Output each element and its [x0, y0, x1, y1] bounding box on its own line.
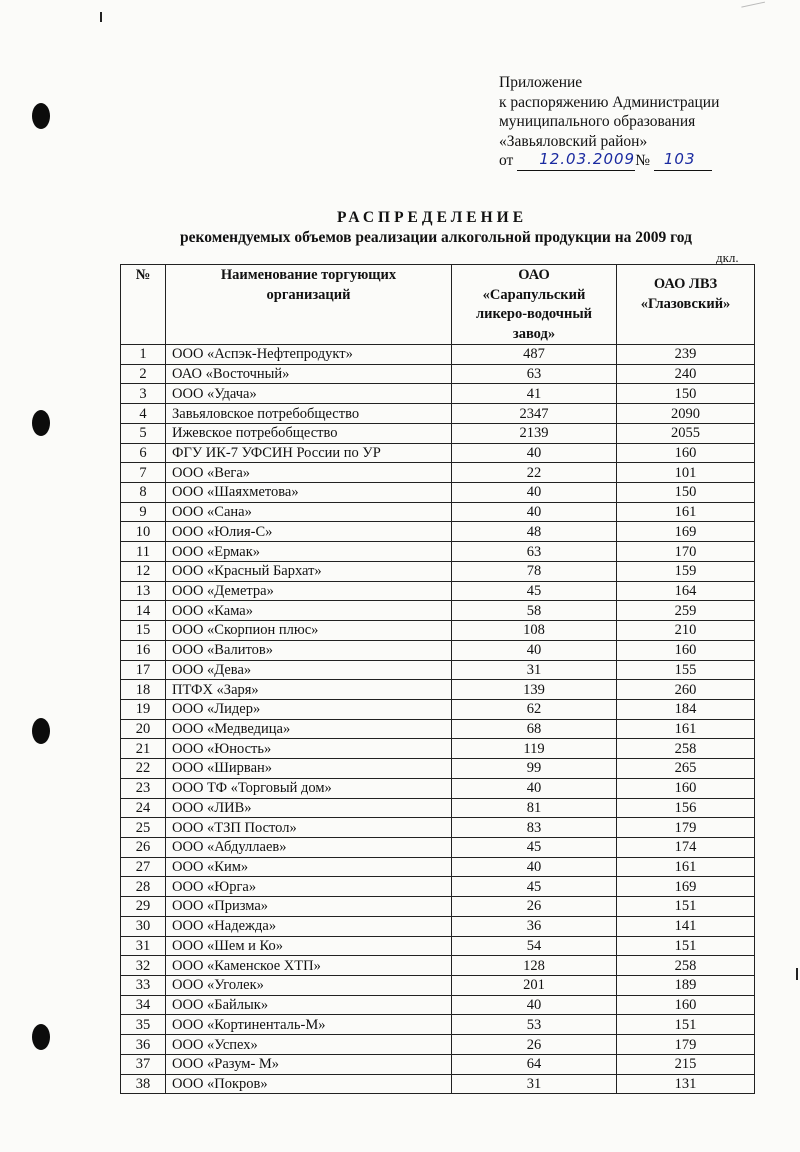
header-number: №: [121, 265, 166, 345]
row-organization: ООО «Кортиненталь-М»: [166, 1015, 452, 1035]
scan-mark: [741, 2, 766, 16]
from-label: от: [499, 152, 514, 169]
row-organization: ООО «Юрга»: [166, 877, 452, 897]
table-row: [121, 542, 755, 562]
row-sarapul-value: 26: [452, 897, 617, 917]
row-number: 10: [121, 522, 166, 542]
row-sarapul-value: 54: [452, 936, 617, 956]
row-number: 22: [121, 759, 166, 779]
table-row: [121, 916, 755, 936]
row-number: 13: [121, 581, 166, 601]
row-sarapul-value: 139: [452, 680, 617, 700]
table-row: [121, 857, 755, 877]
row-number: 6: [121, 443, 166, 463]
row-glazov-value: 150: [617, 384, 755, 404]
row-organization: ОАО «Восточный»: [166, 364, 452, 384]
distribution-table: [120, 264, 755, 1094]
number-handwritten: 103: [663, 150, 696, 168]
row-sarapul-value: 128: [452, 956, 617, 976]
row-number: 7: [121, 463, 166, 483]
row-organization: ООО «Дева»: [166, 660, 452, 680]
row-organization: ООО «Успех»: [166, 1035, 452, 1055]
appendix-line: «Завьяловский район»: [499, 132, 648, 150]
row-number: 28: [121, 877, 166, 897]
row-glazov-value: 160: [617, 995, 755, 1015]
row-number: 33: [121, 976, 166, 996]
row-sarapul-value: 53: [452, 1015, 617, 1035]
table-row: [121, 719, 755, 739]
row-number: 1: [121, 345, 166, 365]
row-organization: ООО «Призма»: [166, 897, 452, 917]
row-sarapul-value: 45: [452, 877, 617, 897]
row-number: 37: [121, 1054, 166, 1074]
row-number: 24: [121, 798, 166, 818]
table-row: [121, 778, 755, 798]
row-glazov-value: 258: [617, 956, 755, 976]
row-organization: ООО «Сана»: [166, 502, 452, 522]
table-row: [121, 1054, 755, 1074]
row-sarapul-value: 487: [452, 345, 617, 365]
row-organization: ООО «Ширван»: [166, 759, 452, 779]
row-sarapul-value: 31: [452, 1074, 617, 1094]
row-number: 32: [121, 956, 166, 976]
row-organization: Ижевское потребобщество: [166, 423, 452, 443]
row-glazov-value: 265: [617, 759, 755, 779]
table-row: [121, 936, 755, 956]
date-handwritten: 12.03.2009: [539, 150, 636, 168]
appendix-date-line: [499, 151, 719, 171]
table-row: [121, 837, 755, 857]
row-sarapul-value: 2347: [452, 404, 617, 424]
row-organization: ООО «Юность»: [166, 739, 452, 759]
number-field: [654, 150, 712, 171]
table-row: [121, 463, 755, 483]
row-sarapul-value: 40: [452, 443, 617, 463]
punch-hole: [32, 103, 50, 129]
row-number: 35: [121, 1015, 166, 1035]
row-number: 30: [121, 916, 166, 936]
row-number: 23: [121, 778, 166, 798]
row-organization: ООО «Вега»: [166, 463, 452, 483]
row-organization: Завьяловское потребобщество: [166, 404, 452, 424]
row-glazov-value: 189: [617, 976, 755, 996]
table-row: [121, 561, 755, 581]
row-sarapul-value: 40: [452, 640, 617, 660]
row-sarapul-value: 68: [452, 719, 617, 739]
row-glazov-value: 170: [617, 542, 755, 562]
row-number: 19: [121, 699, 166, 719]
table-row: [121, 502, 755, 522]
scan-mark: [796, 968, 798, 980]
row-glazov-value: 240: [617, 364, 755, 384]
row-organization: ООО «Байлык»: [166, 995, 452, 1015]
row-glazov-value: 161: [617, 502, 755, 522]
row-sarapul-value: 201: [452, 976, 617, 996]
row-number: 20: [121, 719, 166, 739]
row-sarapul-value: 36: [452, 916, 617, 936]
row-sarapul-value: 62: [452, 699, 617, 719]
row-sarapul-value: 78: [452, 561, 617, 581]
row-number: 21: [121, 739, 166, 759]
document-title: РАСПРЕДЕЛЕНИЕ: [336, 209, 528, 226]
row-number: 34: [121, 995, 166, 1015]
table-row: [121, 660, 755, 680]
row-glazov-value: 131: [617, 1074, 755, 1094]
row-sarapul-value: 40: [452, 778, 617, 798]
document-subtitle: рекомендуемых объемов реализации алкогольной продукции на 2009 год: [180, 229, 692, 246]
row-organization: ООО «Каменское ХТП»: [166, 956, 452, 976]
row-glazov-value: 258: [617, 739, 755, 759]
row-glazov-value: 259: [617, 601, 755, 621]
table-row: [121, 798, 755, 818]
row-glazov-value: 184: [617, 699, 755, 719]
table-row: [121, 680, 755, 700]
row-glazov-value: 169: [617, 877, 755, 897]
row-glazov-value: 161: [617, 719, 755, 739]
row-organization: ООО «Аспэк-Нефтепродукт»: [166, 345, 452, 365]
row-sarapul-value: 63: [452, 542, 617, 562]
row-number: 3: [121, 384, 166, 404]
row-sarapul-value: 108: [452, 621, 617, 641]
table-row: [121, 1015, 755, 1035]
row-organization: ООО «Кама»: [166, 601, 452, 621]
row-sarapul-value: 45: [452, 837, 617, 857]
punch-hole: [32, 410, 50, 436]
appendix-line: к распоряжению Администрации: [499, 93, 720, 111]
table-row: [121, 601, 755, 621]
row-sarapul-value: 64: [452, 1054, 617, 1074]
row-organization: ООО «Валитов»: [166, 640, 452, 660]
row-glazov-value: 151: [617, 936, 755, 956]
table-row: [121, 364, 755, 384]
row-sarapul-value: 40: [452, 857, 617, 877]
row-sarapul-value: 119: [452, 739, 617, 759]
row-number: 9: [121, 502, 166, 522]
table-row: [121, 1074, 755, 1094]
row-sarapul-value: 31: [452, 660, 617, 680]
row-organization: ПТФХ «Заря»: [166, 680, 452, 700]
row-glazov-value: 151: [617, 897, 755, 917]
table-row: [121, 581, 755, 601]
row-glazov-value: 210: [617, 621, 755, 641]
table-row: [121, 995, 755, 1015]
header-glazov: ОАО ЛВЗ «Глазовский»: [617, 265, 755, 345]
table-row: [121, 345, 755, 365]
row-organization: ООО «Покров»: [166, 1074, 452, 1094]
table-row: [121, 699, 755, 719]
row-number: 31: [121, 936, 166, 956]
row-organization: ООО «Шем и Ко»: [166, 936, 452, 956]
row-number: 15: [121, 621, 166, 641]
unit-label: дкл.: [716, 250, 739, 265]
row-organization: ООО «ТЗП Постол»: [166, 818, 452, 838]
appendix-line: Приложение: [499, 74, 583, 91]
row-organization: ООО «Надежда»: [166, 916, 452, 936]
table-row: [121, 522, 755, 542]
row-organization: ООО «Ермак»: [166, 542, 452, 562]
header-organization: Наименование торгующих организаций: [166, 265, 452, 345]
table-row: [121, 423, 755, 443]
row-organization: ООО «Лидер»: [166, 699, 452, 719]
row-glazov-value: 179: [617, 1035, 755, 1055]
row-organization: ООО «Ким»: [166, 857, 452, 877]
table-row: [121, 404, 755, 424]
row-number: 36: [121, 1035, 166, 1055]
row-number: 12: [121, 561, 166, 581]
row-number: 26: [121, 837, 166, 857]
row-organization: ООО «Юлия-С»: [166, 522, 452, 542]
scan-mark: [100, 12, 102, 22]
punch-hole: [32, 718, 50, 744]
row-number: 29: [121, 897, 166, 917]
row-glazov-value: 101: [617, 463, 755, 483]
row-organization: ООО «ЛИВ»: [166, 798, 452, 818]
row-glazov-value: 151: [617, 1015, 755, 1035]
number-label: №: [635, 152, 650, 169]
table-row: [121, 443, 755, 463]
row-number: 8: [121, 483, 166, 503]
row-organization: ООО «Удача»: [166, 384, 452, 404]
row-sarapul-value: 22: [452, 463, 617, 483]
row-number: 38: [121, 1074, 166, 1094]
row-sarapul-value: 48: [452, 522, 617, 542]
row-number: 14: [121, 601, 166, 621]
row-number: 27: [121, 857, 166, 877]
row-organization: ООО ТФ «Торговый дом»: [166, 778, 452, 798]
row-glazov-value: 169: [617, 522, 755, 542]
row-glazov-value: 160: [617, 443, 755, 463]
row-sarapul-value: 63: [452, 364, 617, 384]
row-organization: ООО «Скорпион плюс»: [166, 621, 452, 641]
row-glazov-value: 161: [617, 857, 755, 877]
row-glazov-value: 239: [617, 345, 755, 365]
table-row: [121, 976, 755, 996]
row-glazov-value: 150: [617, 483, 755, 503]
table-row: [121, 384, 755, 404]
row-organization: ООО «Деметра»: [166, 581, 452, 601]
row-organization: ООО «Шаяхметова»: [166, 483, 452, 503]
row-glazov-value: 155: [617, 660, 755, 680]
row-number: 25: [121, 818, 166, 838]
table-row: [121, 897, 755, 917]
appendix-line: муниципального образования: [499, 113, 696, 130]
table-row: [121, 621, 755, 641]
row-number: 18: [121, 680, 166, 700]
row-sarapul-value: 26: [452, 1035, 617, 1055]
row-organization: ООО «Уголек»: [166, 976, 452, 996]
date-field: [517, 150, 636, 171]
row-number: 2: [121, 364, 166, 384]
row-glazov-value: 2055: [617, 423, 755, 443]
row-number: 4: [121, 404, 166, 424]
row-organization: ООО «Красный Бархат»: [166, 561, 452, 581]
table-row: [121, 739, 755, 759]
row-glazov-value: 160: [617, 778, 755, 798]
table-row: [121, 640, 755, 660]
row-organization: ФГУ ИК-7 УФСИН России по УР: [166, 443, 452, 463]
row-sarapul-value: 45: [452, 581, 617, 601]
row-number: 11: [121, 542, 166, 562]
punch-hole: [32, 1024, 50, 1050]
row-organization: ООО «Медведица»: [166, 719, 452, 739]
appendix-block: [499, 73, 719, 171]
row-organization: ООО «Абдуллаев»: [166, 837, 452, 857]
table-row: [121, 483, 755, 503]
row-sarapul-value: 99: [452, 759, 617, 779]
row-glazov-value: 174: [617, 837, 755, 857]
row-sarapul-value: 41: [452, 384, 617, 404]
row-sarapul-value: 83: [452, 818, 617, 838]
row-glazov-value: 2090: [617, 404, 755, 424]
row-glazov-value: 141: [617, 916, 755, 936]
row-organization: ООО «Разум- М»: [166, 1054, 452, 1074]
row-sarapul-value: 40: [452, 502, 617, 522]
table-row: [121, 877, 755, 897]
row-sarapul-value: 2139: [452, 423, 617, 443]
row-number: 16: [121, 640, 166, 660]
row-glazov-value: 215: [617, 1054, 755, 1074]
row-glazov-value: 179: [617, 818, 755, 838]
row-number: 5: [121, 423, 166, 443]
row-sarapul-value: 81: [452, 798, 617, 818]
row-glazov-value: 260: [617, 680, 755, 700]
table-row: [121, 1035, 755, 1055]
row-glazov-value: 160: [617, 640, 755, 660]
table-header-row: [121, 265, 755, 345]
table-row: [121, 956, 755, 976]
row-glazov-value: 156: [617, 798, 755, 818]
header-sarapul: ОАО «Сарапульский ликеро-водочный завод»: [452, 265, 617, 345]
table-row: [121, 759, 755, 779]
row-sarapul-value: 40: [452, 483, 617, 503]
row-glazov-value: 164: [617, 581, 755, 601]
table-row: [121, 818, 755, 838]
row-sarapul-value: 40: [452, 995, 617, 1015]
row-number: 17: [121, 660, 166, 680]
row-sarapul-value: 58: [452, 601, 617, 621]
row-glazov-value: 159: [617, 561, 755, 581]
